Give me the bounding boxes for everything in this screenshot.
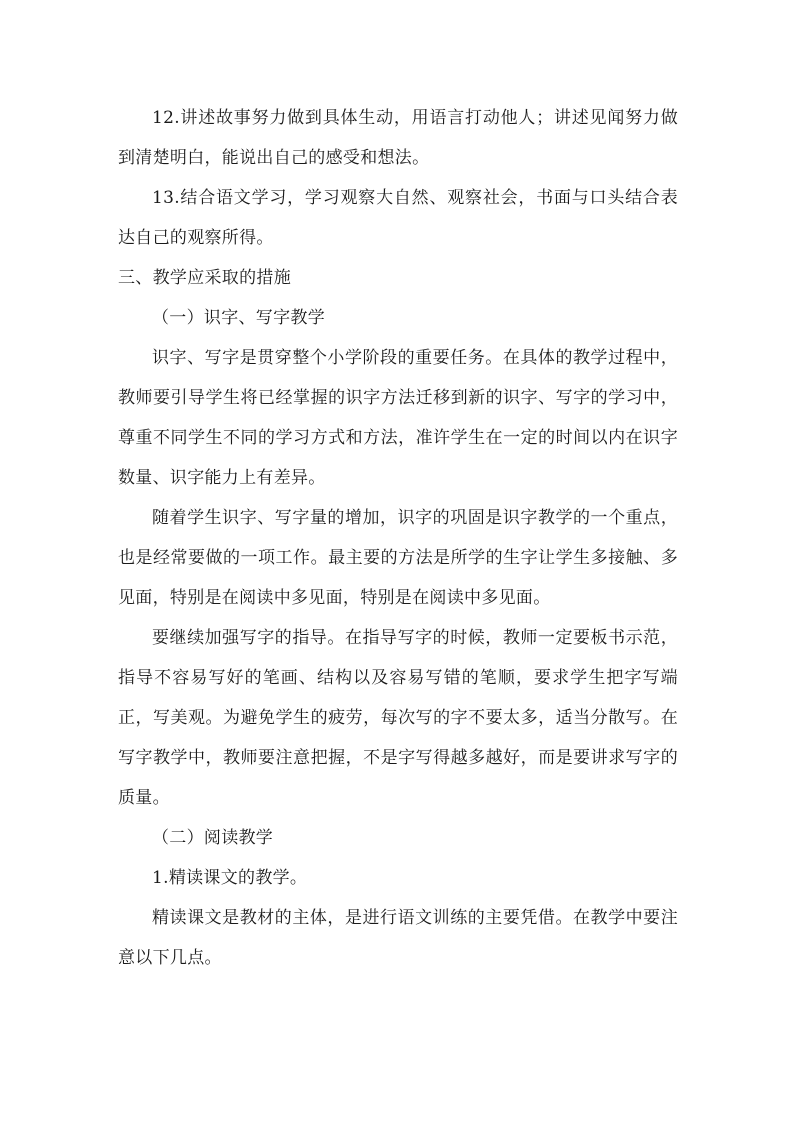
paragraph-goal-13: 13.结合语文学习，学习观察大自然、观察社会，书面与口头结合表达自己的观察所得。 xyxy=(118,188,678,248)
paragraph-literacy-task: 识字、写字是贯穿整个小学阶段的重要任务。在具体的教学过程中，教师要引导学生将已经掌握的识字方法迁移到新的识字、写字的学习中，尊重不同学生不同的学习方式和方法，准许学生在一定的时间以内在识字数量、识字能力上有差异。 xyxy=(118,348,678,488)
paragraph-intensive-reading: 精读课文是教材的主体，是进行语文训练的主要凭借。在教学中要注意以下几点。 xyxy=(118,908,678,968)
section-heading-measures: 三、教学应采取的措施 xyxy=(118,268,291,288)
document-body xyxy=(118,98,678,978)
subheading-intensive-reading: 1.精读课文的教学。 xyxy=(152,868,308,888)
subheading-literacy-writing: （一）识字、写字教学 xyxy=(152,308,325,328)
paragraph-goal-12: 12.讲述故事努力做到具体生动，用语言打动他人；讲述见闻努力做到清楚明白，能说出自己的感受和想法。 xyxy=(118,108,678,168)
subheading-reading: （二）阅读教学 xyxy=(152,828,274,848)
paragraph-literacy-consolidation: 随着学生识字、写字量的增加，识字的巩固是识字教学的一个重点，也是经常要做的一项工作。最主要的方法是所学的生字让学生多接触、多见面，特别是在阅读中多见面，特别是在阅读中多见面。 xyxy=(118,508,678,608)
paragraph-writing-guidance: 要继续加强写字的指导。在指导写字的时候，教师一定要板书示范，指导不容易写好的笔画、结构以及容易写错的笔顺，要求学生把字写端正，写美观。为避免学生的疲劳，每次写的字不要太多，适当分散写。在写字教学中，教师要注意把握，不是字写得越多越好，而是要讲求写字的质量。 xyxy=(118,628,678,808)
